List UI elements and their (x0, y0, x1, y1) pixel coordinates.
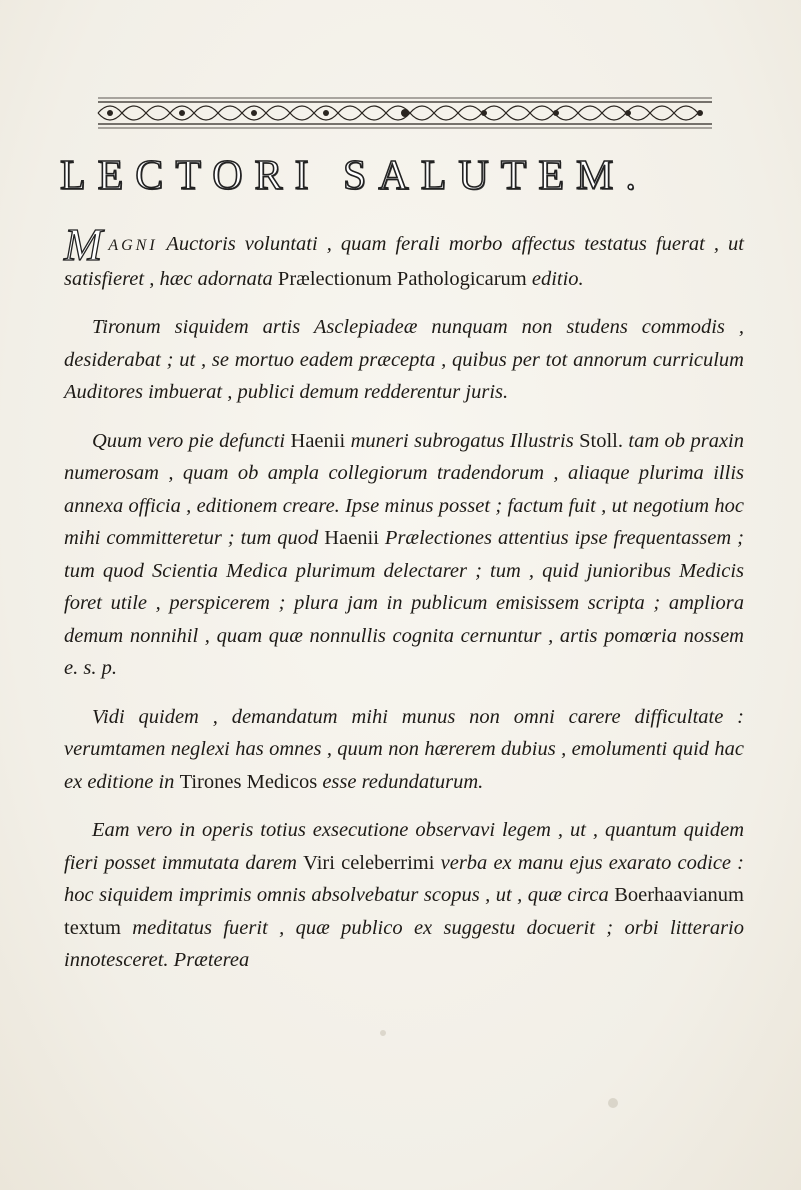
paragraph-4-roman: Tirones Medicos (179, 770, 318, 793)
paragraph-1-text: Auctoris voluntati , quam ferali morbo affectus testatus fuerat , ut satisfieret , hæc adornata (64, 233, 744, 290)
paragraph-3-text-b: muneri subrogatus Illustris (345, 429, 580, 452)
paragraph-4-text-a: Vidi quidem , demandatum mihi munus non omni carere difficultate : verumtamen neglexi has omnes , quum non hærerem dubius , emolumenti quid hac ex editione in (64, 705, 744, 793)
paper-spot (608, 1098, 618, 1108)
paragraph-3 (64, 425, 744, 685)
paragraph-3-text-a: Quum vero pie defuncti (92, 429, 291, 452)
paragraph-2 (64, 311, 744, 409)
paragraph-4 (64, 701, 744, 799)
paragraph-5 (64, 814, 744, 977)
paragraph-2-text: Tironum siquidem artis Asclepiadeæ nunquam non studens commodis , desiderabat ; ut , se mortuo eadem præcepta , quibus per tot annorum curriculum Auditores imbuerat , publici demum redderentur juris. (64, 316, 744, 403)
paragraph-5-roman-b: Boerhaavianum textum (64, 884, 744, 939)
drop-cap: M (64, 219, 103, 270)
paragraph-3-text-d: Prælectiones attentius ipse frequentassem ; tum quod Scientia Medica plurimum delectarer ; tum , quid junioribus Medicis foret utile , perspicerem ; plura jam in publicum emisissem scripta ; ampliora demum nonnihil , quam quæ nonnullis cognita cernuntur , artis pomœria nossem e. s. p. (64, 527, 744, 679)
paragraph-3-roman-c: Haenii (324, 527, 379, 549)
paragraph-3-roman-b: Stoll. (579, 429, 623, 452)
body-text (64, 219, 745, 993)
ornamental-header-band (92, 92, 718, 136)
paragraph-1-text-end: editio. (526, 267, 584, 290)
paragraph-1-roman: Prælectionum Pathologicarum (277, 267, 527, 290)
opening-word: AGNI (108, 237, 158, 254)
page-heading: LECTORI SALUTEM. (60, 153, 648, 199)
paragraph-3-roman-a: Haenii (290, 429, 346, 452)
paragraph-5-text-c: meditatus fuerit , quæ publico ex suggestu docuerit ; orbi litterario innotesceret. Præterea (64, 916, 744, 971)
paragraph-4-text-b: esse redundaturum. (317, 770, 484, 793)
paragraph-5-text-b: verba ex manu ejus exarato codice : hoc siquidem imprimis omnis absolvebatur scopus , ut , quæ circa (64, 851, 745, 906)
paper-spot (380, 1030, 386, 1036)
paragraph-5-roman-a: Viri celeberrimi (303, 851, 435, 874)
paragraph-5-text-a: Eam vero in operis totius exsecutione observavi legem , ut , quantum quidem fieri posset immutata darem (64, 819, 744, 874)
paragraph-3-text-c: tam ob praxin numerosam , quam ob ampla collegiorum tradendorum , aliaque plurima illis annexa officia , editionem creare. Ipse minus posset ; factum fuit , ut negotium hoc mihi committeretur ; tum quod (64, 429, 744, 549)
paragraph-1 (64, 219, 744, 295)
